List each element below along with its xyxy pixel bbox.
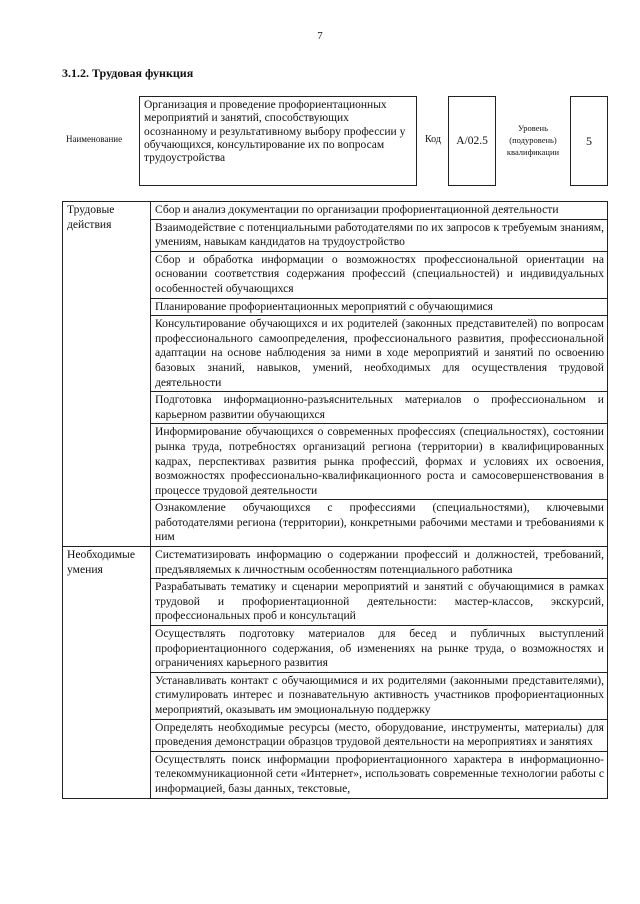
list-item: Информирование обучающихся о современных профессиях (специальностях), состоянии рынка труда, потребностях организаций региона (территории) в квалифицированных кадрах, перспективах развития рынка профессий, формах и условиях их освоения, возможностях профессионально-квалификационного роста и самосовершенствования в процессе трудовой деятельности [151, 424, 608, 500]
table-row [63, 202, 608, 220]
list-item: Осуществлять подготовку материалов для бесед и публичных выступлений профориентационного содержания, об изменениях на рынке труда, о возможностях и ограничениях карьерного развития [151, 626, 608, 673]
table-row [63, 547, 608, 579]
list-item: Систематизировать информацию о содержании профессий и должностей, требований, предъявляемых к личностным особенностям потенциального работника [151, 547, 608, 579]
level-value: 5 [570, 96, 608, 186]
page-number: 7 [317, 30, 323, 42]
name-label: Наименование [66, 134, 123, 144]
list-item: Осуществлять поиск информации профориентационного характера в информационно-телекоммуникационной сети «Интернет», использовать современные технологии работы с информацией, базы данных, текстовые, [151, 751, 608, 798]
list-item: Определять необходимые ресурсы (место, оборудование, инструменты, материалы) для проведения демонстрации образцов трудовой деятельности на мероприятиях и занятиях [151, 719, 608, 751]
list-item: Разрабатывать тематику и сценарии мероприятий и занятий с обучающимися в рамках трудовой и профориентационной деятельности: мастер-классов, экскурсий, профессиональных проб и консультаций [151, 579, 608, 626]
labor-function-table [62, 201, 608, 799]
list-item: Устанавливать контакт с обучающимися и их родителями (законными представителями), стимулировать интерес и познавательную активность участников профориентационных мероприятий, оказывать им эмоциональную поддержку [151, 672, 608, 719]
code-value: А/02.5 [448, 96, 496, 186]
list-item: Консультирование обучающихся и их родителей (законных представителей) по вопросам профессионального самоопределения, профессионального развития, профессиональной адаптации на основе наблюдения за ними в ходе мероприятий и занятий по освоению базовых знаний, навыков, умений, необходимых для осуществления трудовой деятельности [151, 316, 608, 392]
list-item: Сбор и анализ документации по организации профориентационной деятельности [151, 202, 608, 220]
list-item: Подготовка информационно-разъяснительных материалов о профессиональном и карьерном развитии обучающихся [151, 392, 608, 424]
list-item: Планирование профориентационных мероприятий с обучающимися [151, 298, 608, 316]
name-value: Организация и проведение профориентационных мероприятий и занятий, способствующих осознанному и результативному выбору профессии у обучающихся, консультирование их по вопросам трудоустройства [139, 96, 417, 186]
list-item: Сбор и обработка информации о возможностях профессиональной ориентации на основании соответствия содержания профессий (специальностей) и индивидуальных особенностей обучающихся [151, 251, 608, 298]
code-label: Код [425, 134, 441, 145]
section-title-required-skills: Необходимые умения [63, 547, 151, 799]
section-title: 3.1.2. Трудовая функция [62, 66, 194, 80]
labor-function-header [62, 96, 608, 188]
list-item: Ознакомление обучающихся с профессиями (специальностями), ключевыми работодателями региона (территории), конкретными рабочими местами и требованиями к ним [151, 500, 608, 547]
level-label: Уровень (подуровень) квалификации [506, 123, 560, 157]
section-title-labor-actions: Трудовые действия [63, 202, 151, 547]
list-item: Взаимодействие с потенциальными работодателями по их запросов к требуемым знаниям, умениям, навыкам кандидатов на трудоустройство [151, 219, 608, 251]
